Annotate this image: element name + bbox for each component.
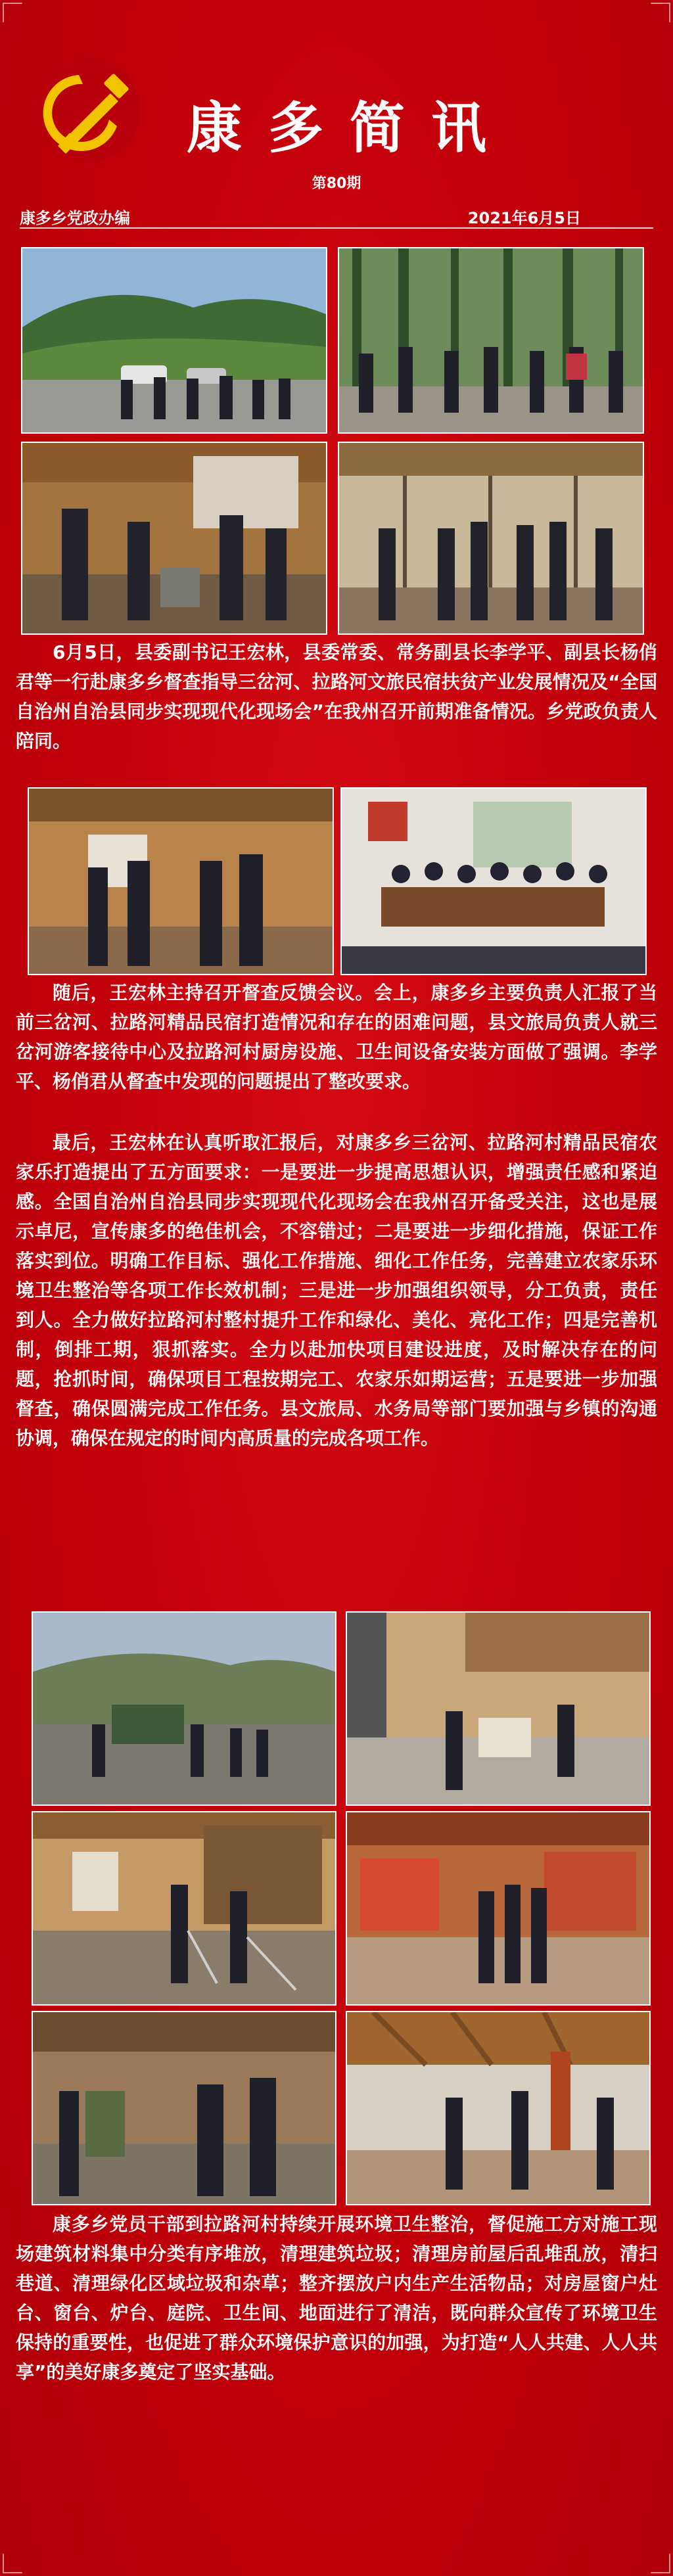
editor-label: 康多乡党政办编	[20, 209, 130, 227]
photo-cleanup-hillside	[32, 1611, 336, 1806]
corner-ornament	[3, 2554, 22, 2573]
photo-feedback-meeting	[340, 787, 647, 975]
photo-kitchen-inspection	[21, 442, 327, 635]
bulletin-meta	[20, 205, 653, 227]
corner-ornament	[3, 3, 22, 22]
news-paragraph-2: 随后，王宏林主持召开督查反馈会议。会上，康多乡主要负责人汇报了当前三岔河、拉路河精品民宿打造情况和存在的困难问题，县文旅局负责人就三岔河游客接待中心及拉路河村厨房设施、卫生间设备安装方面做了强调。李学平、杨俏君从督查中发现的问题提出了整改要求。	[16, 982, 657, 1092]
news-paragraph-4: 康多乡党员干部到拉路河村持续开展环境卫生整治，督促施工方对施工现场建筑材料集中分类有序堆放，清理建筑垃圾；清理房前屋后乱堆乱放，清扫巷道、清理绿化区域垃圾和杂草；整齐摆放户内生产生活物品；对房屋窗户灶台、窗台、炉台、庭院、卫生间、地面进行了清洁，既向群众宣传了环境卫生保持的重要性，也促进了群众环境保护意识的加强，为打造“人人共建、人人共享”的美好康多奠定了坚实基础。	[16, 2213, 657, 2383]
photo-decorated-room	[346, 1811, 651, 2006]
photo-officials-forest	[338, 247, 644, 434]
issue-number: 第80期	[312, 175, 361, 192]
photo-sweeping-floor	[32, 1811, 336, 2006]
photo-officials-roadside	[21, 247, 327, 434]
header-divider	[20, 227, 653, 229]
photo-cleanup-courtyard	[346, 1611, 651, 1806]
bulletin-title: 康多简讯	[186, 95, 513, 160]
corner-ornament	[651, 2554, 670, 2573]
photo-interior-wiping	[346, 2011, 651, 2205]
news-paragraph-1: 6月5日，县委副书记王宏林，县委常委、常务副县长李学平、副县长杨俏君等一行赴康多乡督查指导三岔河、拉路河文旅民宿扶贫产业发展情况及“全国自治州自治县同步实现现代化现场会”在我州召开前期准备情况。乡党政负责人陪同。	[16, 641, 657, 752]
publish-date: 2021年6月5日	[467, 209, 581, 227]
news-paragraph-3: 最后，王宏林在认真听取汇报后，对康多乡三岔河、拉路河村精品民宿农家乐打造提出了五方面要求：一是要进一步提高思想认识，增强责任感和紧迫感。全国自治州自治县同步实现现代化现场会在我州召开备受关注，这也是展示卓尼，宣传康多的绝佳机会，不容错过；二是要进一步细化措施，保证工作落实到位。明确工作目标、强化工作措施、细化工作任务，完善建立农家乐环境卫生整治等各项工作长效机制；三是进一步加强组织领导，分工负责，责任到人。全力做好拉路河村整村提升工作和绿化、美化、亮化工作；四是完善机制，倒排工期，狠抓落实。全力以赴加快项目建设进度，及时解决存在的问题，抢抓时间，确保项目工程按期完工、农家乐如期运营；五是要进一步加强督查，确保圆满完成工作任务。县文旅局、水务局等部门要加强与乡镇的沟通协调，确保在规定的时间内高质量的完成各项工作。	[16, 1132, 657, 1449]
photo-sunroom-inspection	[338, 442, 644, 635]
corner-ornament	[651, 3, 670, 22]
photo-room-cleaning	[32, 2011, 336, 2205]
photo-wooden-hall	[28, 787, 334, 975]
